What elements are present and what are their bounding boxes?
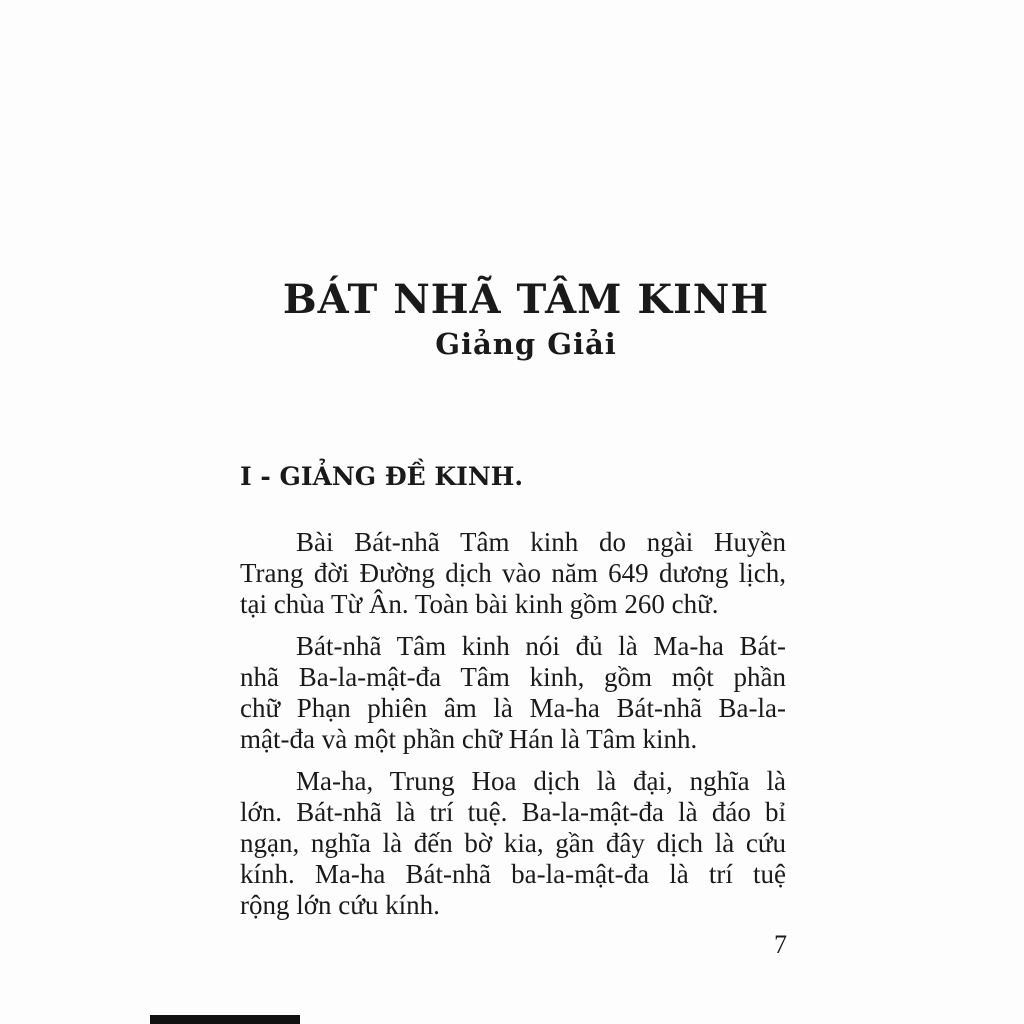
book-subtitle: Giảng Giải [435,327,617,361]
text-line: Bát-nhã Tâm kinh nói đủ là Ma-ha Bát- [296,631,786,661]
book-title: BÁT NHÃ TÂM KINH [282,276,770,323]
text-line: lớn. Bát-nhã là trí tuệ. Ba-la-mật-đa là đáo bỉ [240,797,786,827]
text-line: nhã Ba-la-mật-đa Tâm kinh, gồm một phần [240,662,786,692]
body-text [240,527,786,932]
paragraph [240,631,786,755]
text-line: chữ Phạn phiên âm là Ma-ha Bát-nhã Ba-la- [240,693,786,723]
text-line: kính. Ma-ha Bát-nhã ba-la-mật-đa là trí tuệ [240,859,786,889]
paragraph [240,527,786,620]
text-line: ngạn, nghĩa là đến bờ kia, gần đây dịch là cứu [240,828,786,858]
page-number: 7 [774,930,787,959]
text-line: Trang đời Đường dịch vào năm 649 dương lịch, [240,558,786,588]
scan-edge-bar [150,1015,300,1024]
text-line: Bài Bát-nhã Tâm kinh do ngài Huyền [296,527,786,557]
text-line: rộng lớn cứu kính. [240,890,440,920]
paragraph [240,766,786,921]
text-line: mật-đa và một phần chữ Hán là Tâm kinh. [240,724,698,754]
text-line: tại chùa Từ Ân. Toàn bài kinh gồm 260 chữ. [240,589,719,619]
text-line: Ma-ha, Trung Hoa dịch là đại, nghĩa là [296,766,786,796]
section-heading: I - GIẢNG ĐỀ KINH. [240,462,524,491]
